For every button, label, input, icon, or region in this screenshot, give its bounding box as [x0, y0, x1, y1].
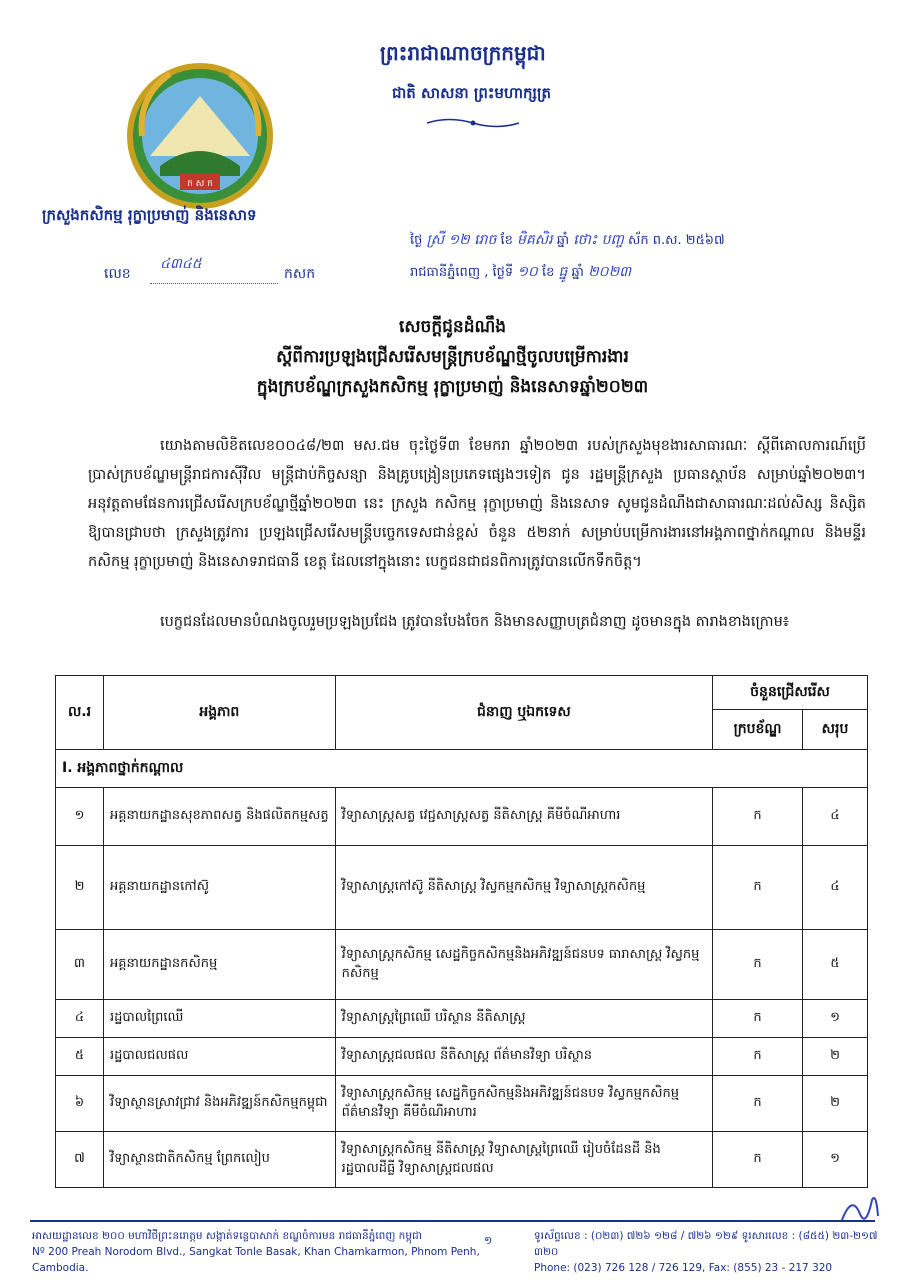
row-total: ៤: [803, 788, 868, 846]
row-skill: វិទ្យាសាស្ត្រព្រៃឈើ បរិស្ថាន នីតិសាស្ត្រ: [335, 1000, 712, 1038]
section-central: I. អង្គភាពថ្នាក់កណ្តាល: [56, 750, 868, 788]
table-row: [56, 1000, 868, 1038]
header-no: ល.រ: [56, 676, 104, 750]
national-motto: ជាតិ សាសនា ព្រះមហាក្សត្រ: [392, 84, 551, 102]
row-unit: វិទ្យាស្ថានជាតិកសិកម្ម ព្រែកលៀប: [103, 1132, 335, 1188]
ministry-emblem: [120, 56, 280, 216]
place-prefix: រាជធានីភ្នំពេញ , ថ្ងៃទី: [410, 265, 514, 280]
row-no: ២: [56, 846, 104, 930]
row-unit: វិទ្យាស្ថានស្រាវជ្រាវ និងអភិវឌ្ឍន៍កសិកម្មកម្ពុជា: [103, 1076, 335, 1132]
footer-address: [32, 1228, 502, 1276]
lunar-year-label: ឆ្នាំ: [556, 233, 570, 248]
row-total: ៥: [803, 930, 868, 1000]
row-unit: អគ្គនាយកដ្ឋានសុខភាពសត្វ និងផលិតកម្មសត្វ: [103, 788, 335, 846]
row-skill: វិទ្យាសាស្ត្រជលផល នីតិសាស្ត្រ ព័ត៌មានវិទ្យា បរិស្ថាន: [335, 1038, 712, 1076]
ministry-emblem-icon: [120, 56, 280, 216]
table-row: [56, 930, 868, 1000]
ministry-name: ក្រសួងកសិកម្ម រុក្ខាប្រមាញ់ និងនេសាទ: [42, 206, 257, 224]
row-framework: ក: [713, 1076, 803, 1132]
row-unit: អគ្គនាយកដ្ឋានកៅស៊ូ: [103, 846, 335, 930]
signature-mark-icon: [838, 1190, 882, 1230]
row-skill: វិទ្យាសាស្ត្រកសិកម្ម នីតិសាស្ត្រ វិទ្យាសាស្ត្រព្រៃឈើ រៀបចំដែនដី និងរដ្ឋបាលដីធ្លី វិទ្យាសាស្ត្រជលផល: [335, 1132, 712, 1188]
row-framework: ក: [713, 1132, 803, 1188]
emblem-text: ក ស ក: [187, 179, 213, 189]
reference-suffix: កសក: [284, 266, 316, 282]
reference-underline: [150, 283, 278, 284]
row-no: ៤: [56, 1000, 104, 1038]
date-year: ២០២៣: [588, 264, 632, 280]
row-no: ១: [56, 788, 104, 846]
lunar-month-label: ខែ: [500, 233, 513, 248]
row-unit: អគ្គនាយកដ្ឋានកសិកម្ម: [103, 930, 335, 1000]
table-row: [56, 1132, 868, 1188]
row-no: ៥: [56, 1038, 104, 1076]
date-day: ១០: [517, 264, 538, 280]
footer-address-kh: អាសយដ្ឋានលេខ ២០០ មហាវិថីព្រះនរោត្តម សង្កាត់ទន្លេបាសាក់ ខណ្ឌចំការមន រាជធានីភ្នំពេញ កម្ពុជា: [32, 1230, 422, 1242]
notice-subtitle-1: ស្តីពីការប្រឡងជ្រើសរើសមន្ត្រីក្របខ័ណ្ឌថ្មីចូលបម្រើការងារ: [276, 347, 629, 367]
row-total: ១: [803, 1000, 868, 1038]
header-unit: អង្គភាព: [103, 676, 335, 750]
row-no: ៦: [56, 1076, 104, 1132]
lunar-year: ថោះ បញ្ច: [573, 232, 624, 248]
notice-subtitle-2: ក្នុងក្របខ័ណ្ឌក្រសួងកសិកម្ម រុក្ខាប្រមាញ់ និងនេសាទឆ្នាំ២០២៣: [256, 377, 649, 397]
row-skill: វិទ្យាសាស្ត្រកសិកម្ម សេដ្ឋកិច្ចកសិកម្មនិងអភិវឌ្ឍន៍ជនបទ ធារាសាស្ត្រ វិស្វកម្មកសិកម្ម: [335, 930, 712, 1000]
lunar-prefix: ថ្ងៃ: [410, 233, 423, 248]
footer-phone-en: Phone: (023) 726 128 / 726 129, Fax: (855) 23 - 217 320: [534, 1262, 833, 1274]
row-skill: វិទ្យាសាស្ត្រកសិកម្ម សេដ្ឋកិច្ចកសិកម្មនិងអភិវឌ្ឍន៍ជនបទ វិស្វកម្មកសិកម្ម ព័ត៌មានវិទ្យា គីមីចំណីអាហារ: [335, 1076, 712, 1132]
lunar-era: ស័ក ព.ស. ២៥៦៧: [627, 233, 725, 248]
motto-ornament-icon: [425, 116, 521, 130]
lunar-day: ស្រី ១២ រោច: [426, 232, 497, 248]
row-unit: រដ្ឋបាលព្រៃឈើ: [103, 1000, 335, 1038]
row-no: ៧: [56, 1132, 104, 1188]
row-skill: វិទ្យាសាស្ត្រកៅស៊ូ នីតិសាស្ត្រ វិស្វកម្មកសិកម្ម វិទ្យាសាស្ត្រកសិកម្ម: [335, 846, 712, 930]
row-total: ២: [803, 1076, 868, 1132]
date-month: ធ្នូ: [558, 264, 568, 280]
month-label: ខែ: [541, 265, 555, 280]
row-unit: រដ្ឋបាលជលផល: [103, 1038, 335, 1076]
place-date: [410, 262, 631, 283]
body-paragraph-2: បេក្ខជនដែលមានបំណងចូលរួមប្រឡងប្រជែង ត្រូវបានបែងចែក និងមានសញ្ញាបត្រជំនាញ ដូចមានក្នុង តារាងខាងក្រោម៖: [160, 614, 790, 630]
row-no: ៣: [56, 930, 104, 1000]
table-row: [56, 846, 868, 930]
table-row: [56, 1038, 868, 1076]
row-framework: ក: [713, 846, 803, 930]
reference-number: ៤៣៤៥: [160, 256, 202, 272]
notice-title: សេចក្តីជូនដំណឹង: [398, 317, 507, 337]
body-paragraph-1: យោងតាមលិខិតលេខ០០៤៨/២៣ មស.ជម ចុះថ្ងៃទី៣ ខែមករា ឆ្នាំ២០២៣ របស់ក្រសួងមុខងារសាធារណៈ ស្តីពីគោលការណ៍ប្រើប្រាស់ក្របខ័ណ្ឌមន្ត្រីរាជការស៊ីវិល មន្ត្រីជាប់កិច្ចសន្យា និងគ្រូបង្រៀនប្រភេទផ្សេងៗទៀត ជូន រដ្ឋមន្ត្រីក្រសួង ប្រធានស្ថាប័ន សម្រាប់ឆ្នាំ២០២៣។ អនុវត្តតាមផែនការជ្រើសរើសក្របខ័ណ្ឌថ្មីឆ្នាំ២០២៣ នេះ ក្រសួង កសិកម្ម រុក្ខាប្រមាញ់ និងនេសាទ សូមជូនដំណឹងជាសាធារណៈដល់សិស្ស និស្សិត ឱ្យបានជ្រាបថា ក្រសួងត្រូវការ ប្រឡងជ្រើសរើសមន្ត្រីបច្ចេកទេសជាន់ខ្ពស់ ចំនួន ៥២នាក់ សម្រាប់បម្រើការងារនៅអង្គភាពថ្នាក់កណ្តាល និងមន្ទីរ កសិកម្ម រុក្ខាប្រមាញ់ និងនេសាទរាជធានី ខេត្ត ដែលនៅក្នុងនោះ បេក្ខជនជាជនពិការត្រូវបានលើកទឹកចិត្ត។: [88, 438, 867, 570]
page-number: ១: [484, 1234, 493, 1247]
footer-address-en: Nº 200 Preah Norodom Blvd., Sangkat Tonle Basak, Khan Chamkarmon, Phnom Penh, Cambodia.: [32, 1246, 480, 1274]
row-framework: ក: [713, 1038, 803, 1076]
year-label: ឆ្នាំ: [571, 265, 584, 280]
row-total: ១: [803, 1132, 868, 1188]
footer-contact: [534, 1228, 894, 1276]
footer-divider: [30, 1220, 875, 1222]
header-skill: ជំនាញ ឬឯកទេស: [335, 676, 712, 750]
kingdom-title: ព្រះរាជាណាចក្រកម្ពុជា: [380, 41, 546, 65]
table-row: [56, 1076, 868, 1132]
row-framework: ក: [713, 930, 803, 1000]
row-total: ២: [803, 1038, 868, 1076]
header-total: សរុប: [803, 710, 868, 750]
recruitment-table: [55, 675, 868, 1188]
header-framework: ក្របខ័ណ្ឌ: [713, 710, 803, 750]
row-total: ៤: [803, 846, 868, 930]
row-framework: ក: [713, 788, 803, 846]
footer-phone-kh: ទូរស័ព្ទលេខ : (០២៣) ៧២៦ ១២៨ / ៧២៦ ១២៩ ទូរសារលេខ : (៨៥៥) ២៣-២១៧ ៣២០: [534, 1230, 878, 1258]
lunar-month: មិគសិរ: [517, 232, 553, 248]
row-skill: វិទ្យាសាស្ត្រសត្វ វេជ្ជសាស្ត្រសត្វ នីតិសាស្ត្រ គីមីចំណីអាហារ: [335, 788, 712, 846]
table-row: [56, 788, 868, 846]
header-selection: ចំនួនជ្រើសរើស: [713, 676, 868, 710]
reference-label: លេខ: [104, 266, 131, 282]
row-framework: ក: [713, 1000, 803, 1038]
lunar-date: [410, 230, 725, 251]
